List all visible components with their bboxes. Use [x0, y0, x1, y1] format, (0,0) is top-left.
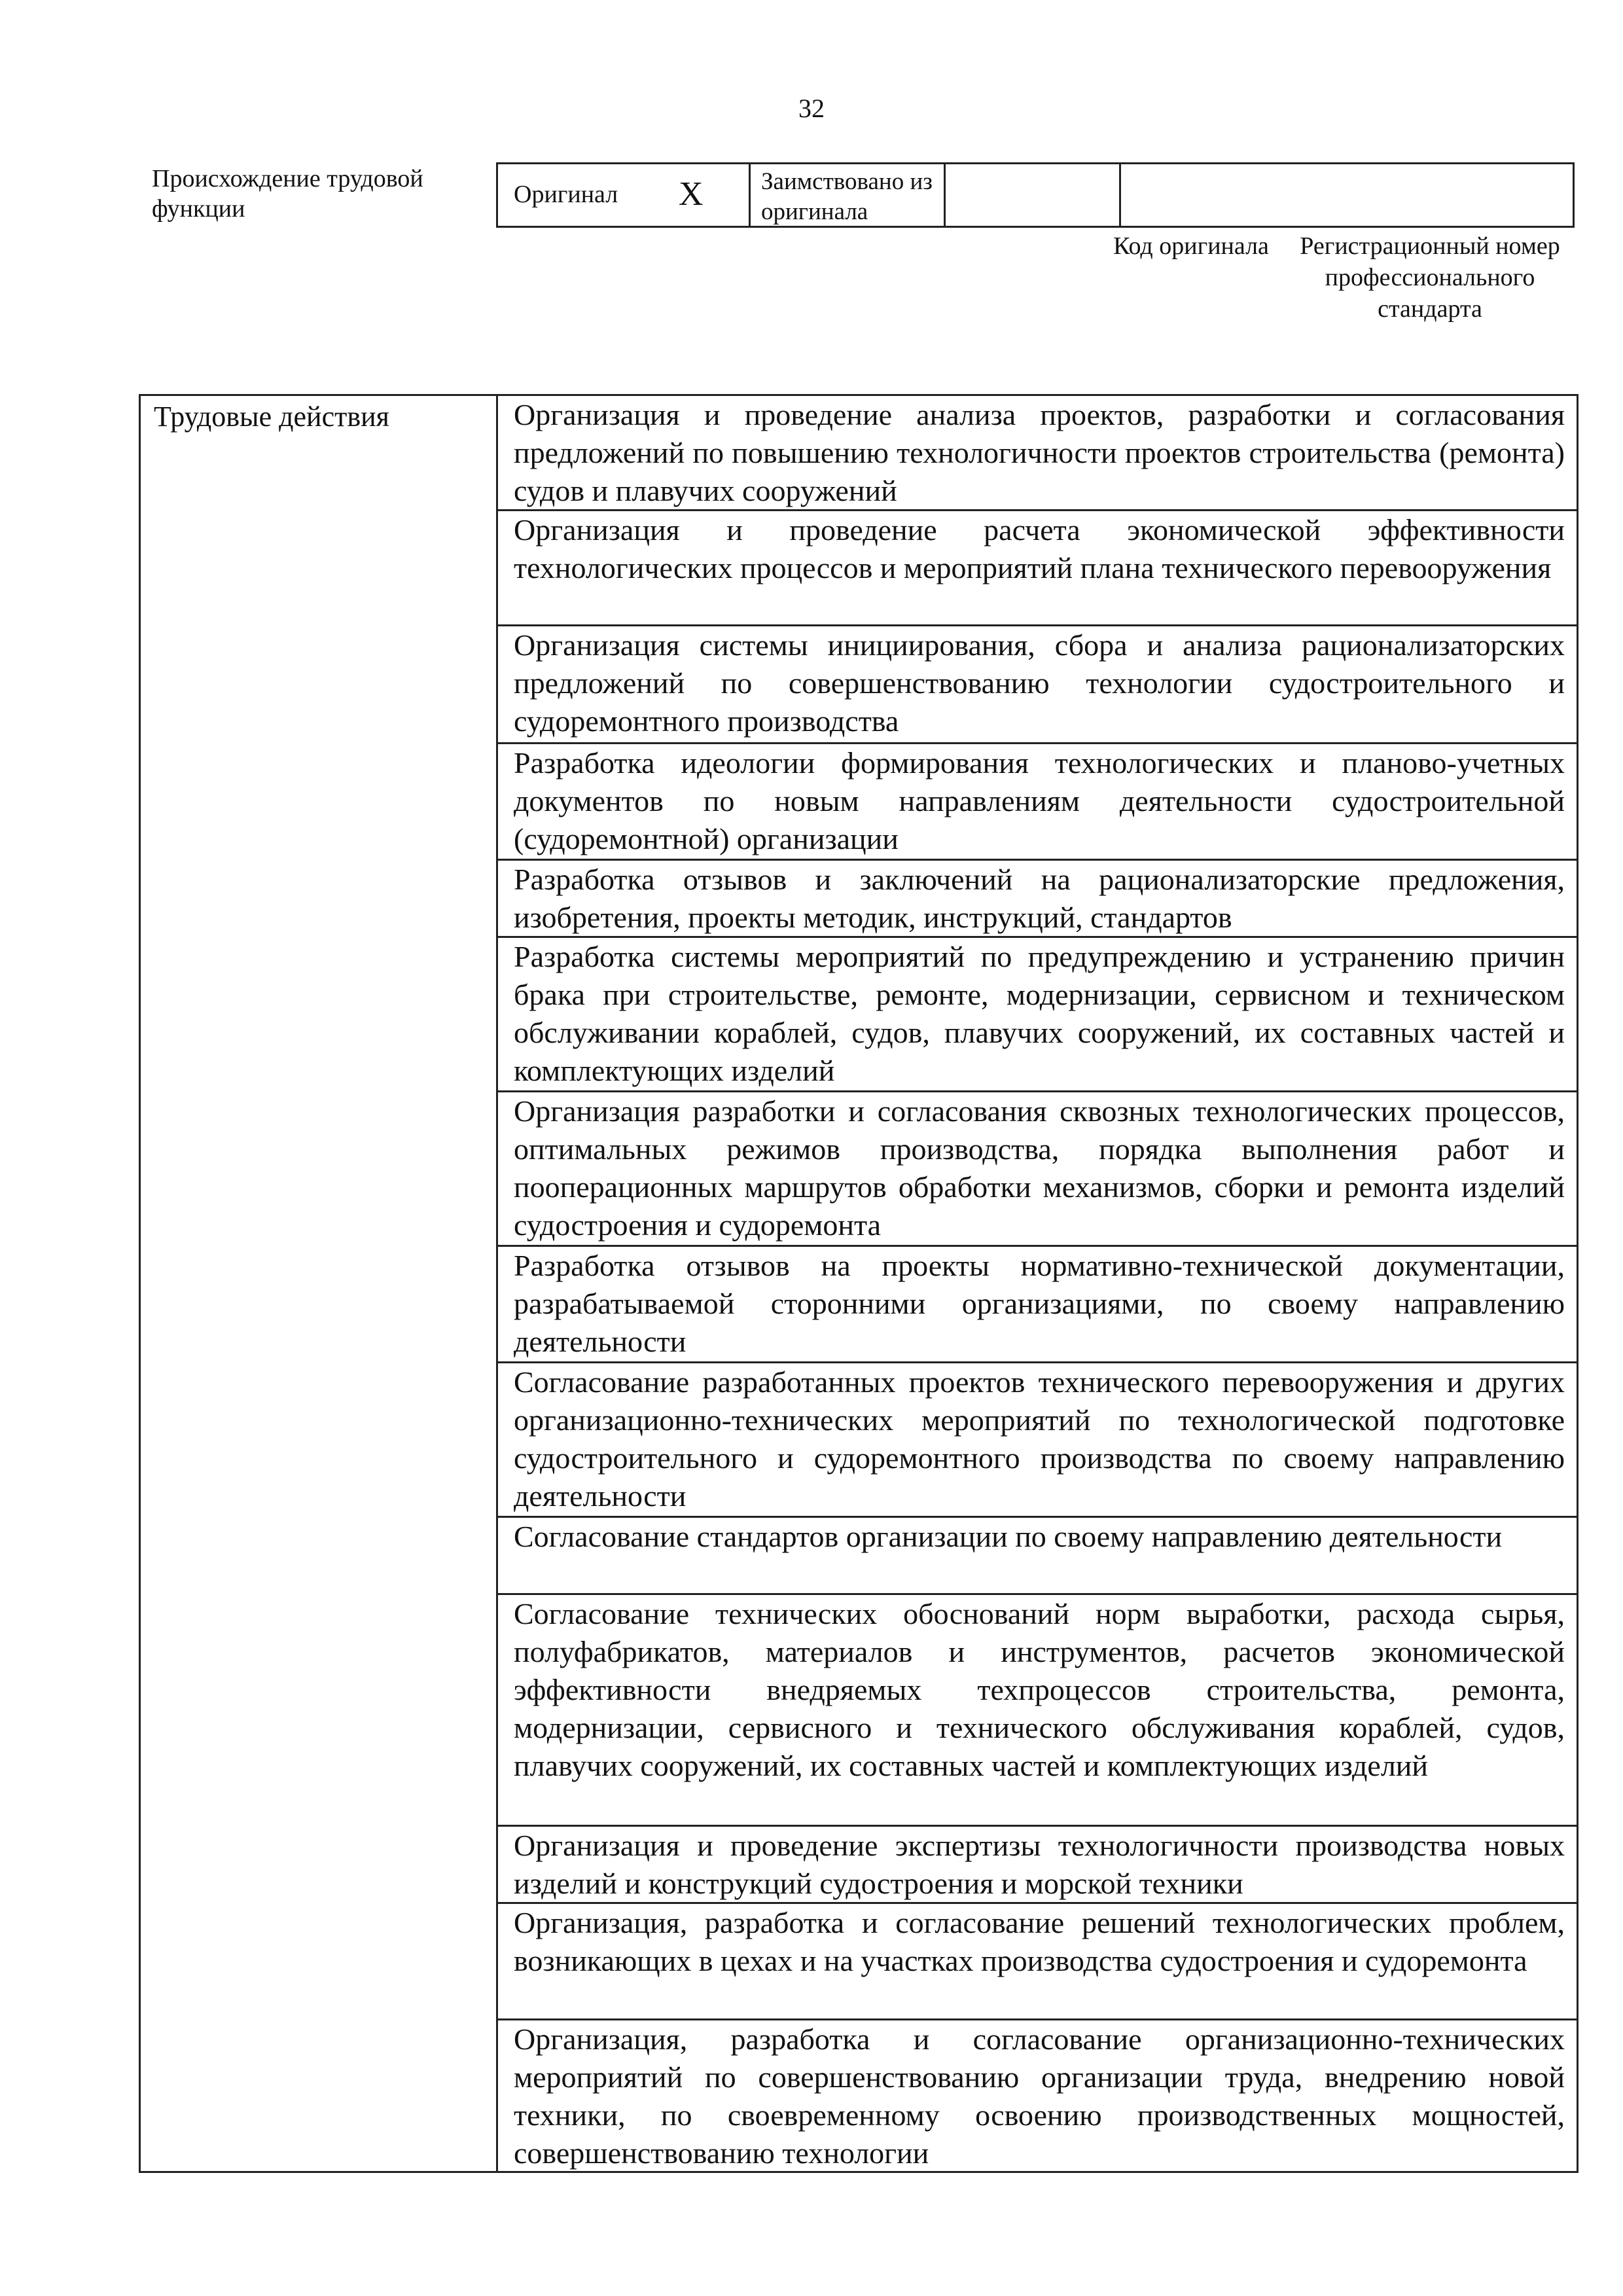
borrowed-cell [751, 164, 946, 226]
labor-action-item: Организация и проведение анализа проектов, разработки и согласования предложений по повышению технологичности проектов строительства (ремонта) судов и плавучих сооружений [498, 396, 1577, 511]
labor-action-item: Организация и проведение экспертизы технологичности производства новых изделий и конструкций судостроения и морской техники [498, 1827, 1577, 1904]
labor-action-item: Согласование разработанных проектов технического перевооружения и других организационно-технических мероприятий по технологической подготовке судостроительного и судоремонтного производства по своему направлению деятельности [498, 1363, 1577, 1518]
labor-action-item: Согласование стандартов организации по своему направлению деятельности [498, 1518, 1577, 1595]
original-mark: X [679, 175, 704, 213]
origin-label: Происхождение трудовой функции [152, 165, 423, 223]
labor-action-item: Организация разработки и согласования сквозных технологических процессов, оптимальных режимов производства, порядка выполнения работ и пооперационных маршрутов обработки механизмов, сборки и ремонта изделий судостроения и судоремонта [498, 1092, 1577, 1247]
origin-table [496, 162, 1575, 228]
original-code-cell [946, 164, 1121, 226]
labor-action-item: Согласование технических обоснований норм выработки, расхода сырья, полуфабрикатов, материалов и инструментов, расчетов экономической эффективности внедряемых техпроцессов строительства, ремонта, модернизации, сервисного и технического обслуживания кораблей, судов, плавучих сооружений, их составных частей и комплектующих изделий [498, 1595, 1577, 1827]
labor-actions-list [498, 396, 1577, 2175]
labor-action-item: Разработка системы мероприятий по предупреждению и устранению причин брака при строительстве, ремонте, модернизации, сервисном и техническом обслуживании кораблей, судов, плавучих сооружений, их составных частей и комплектующих изделий [498, 938, 1577, 1092]
labor-action-item: Разработка отзывов на проекты нормативно-технической документации, разрабатываемой сторонними организациями, по своему направлению деятельности [498, 1247, 1577, 1363]
labor-action-item: Организация и проведение расчета экономической эффективности технологических процессов и мероприятий плана технического перевооружения [498, 511, 1577, 626]
labor-action-item: Разработка идеологии формирования технологических и планово-учетных документов по новым направлениям деятельности судостроительной (судоремонтной) организации [498, 744, 1577, 861]
registration-number-caption: Регистрационный номер профессионального стандарта [1300, 232, 1560, 323]
original-label: Оригинал [514, 181, 618, 208]
page-number: 32 [798, 94, 825, 123]
labor-action-item: Разработка отзывов и заключений на рационализаторские предложения, изобретения, проекты методик, инструкций, стандартов [498, 861, 1577, 938]
labor-action-item: Организация системы инициирования, сбора и анализа рационализаторских предложений по совершенствованию технологии судостроительного и судоремонтного производства [498, 626, 1577, 744]
original-cell [498, 164, 751, 226]
original-code-caption: Код оригинала [1113, 232, 1269, 260]
labor-actions-header: Трудовые действия [154, 401, 389, 433]
borrowed-label: Заимствовано из оригинала [761, 168, 933, 225]
labor-actions-header-cell [141, 396, 498, 2171]
registration-number-cell [1121, 164, 1573, 226]
labor-action-item: Организация, разработка и согласование решений технологических проблем, возникающих в цехах и на участках производства судостроения и судоремонта [498, 1904, 1577, 2020]
labor-actions-table [139, 394, 1578, 2173]
labor-action-item: Организация, разработка и согласование организационно-технических мероприятий по совершенствованию организации труда, внедрению новой техники, по своевременному освоению производственных мощностей, совершенствованию технологии [514, 2022, 1565, 2170]
